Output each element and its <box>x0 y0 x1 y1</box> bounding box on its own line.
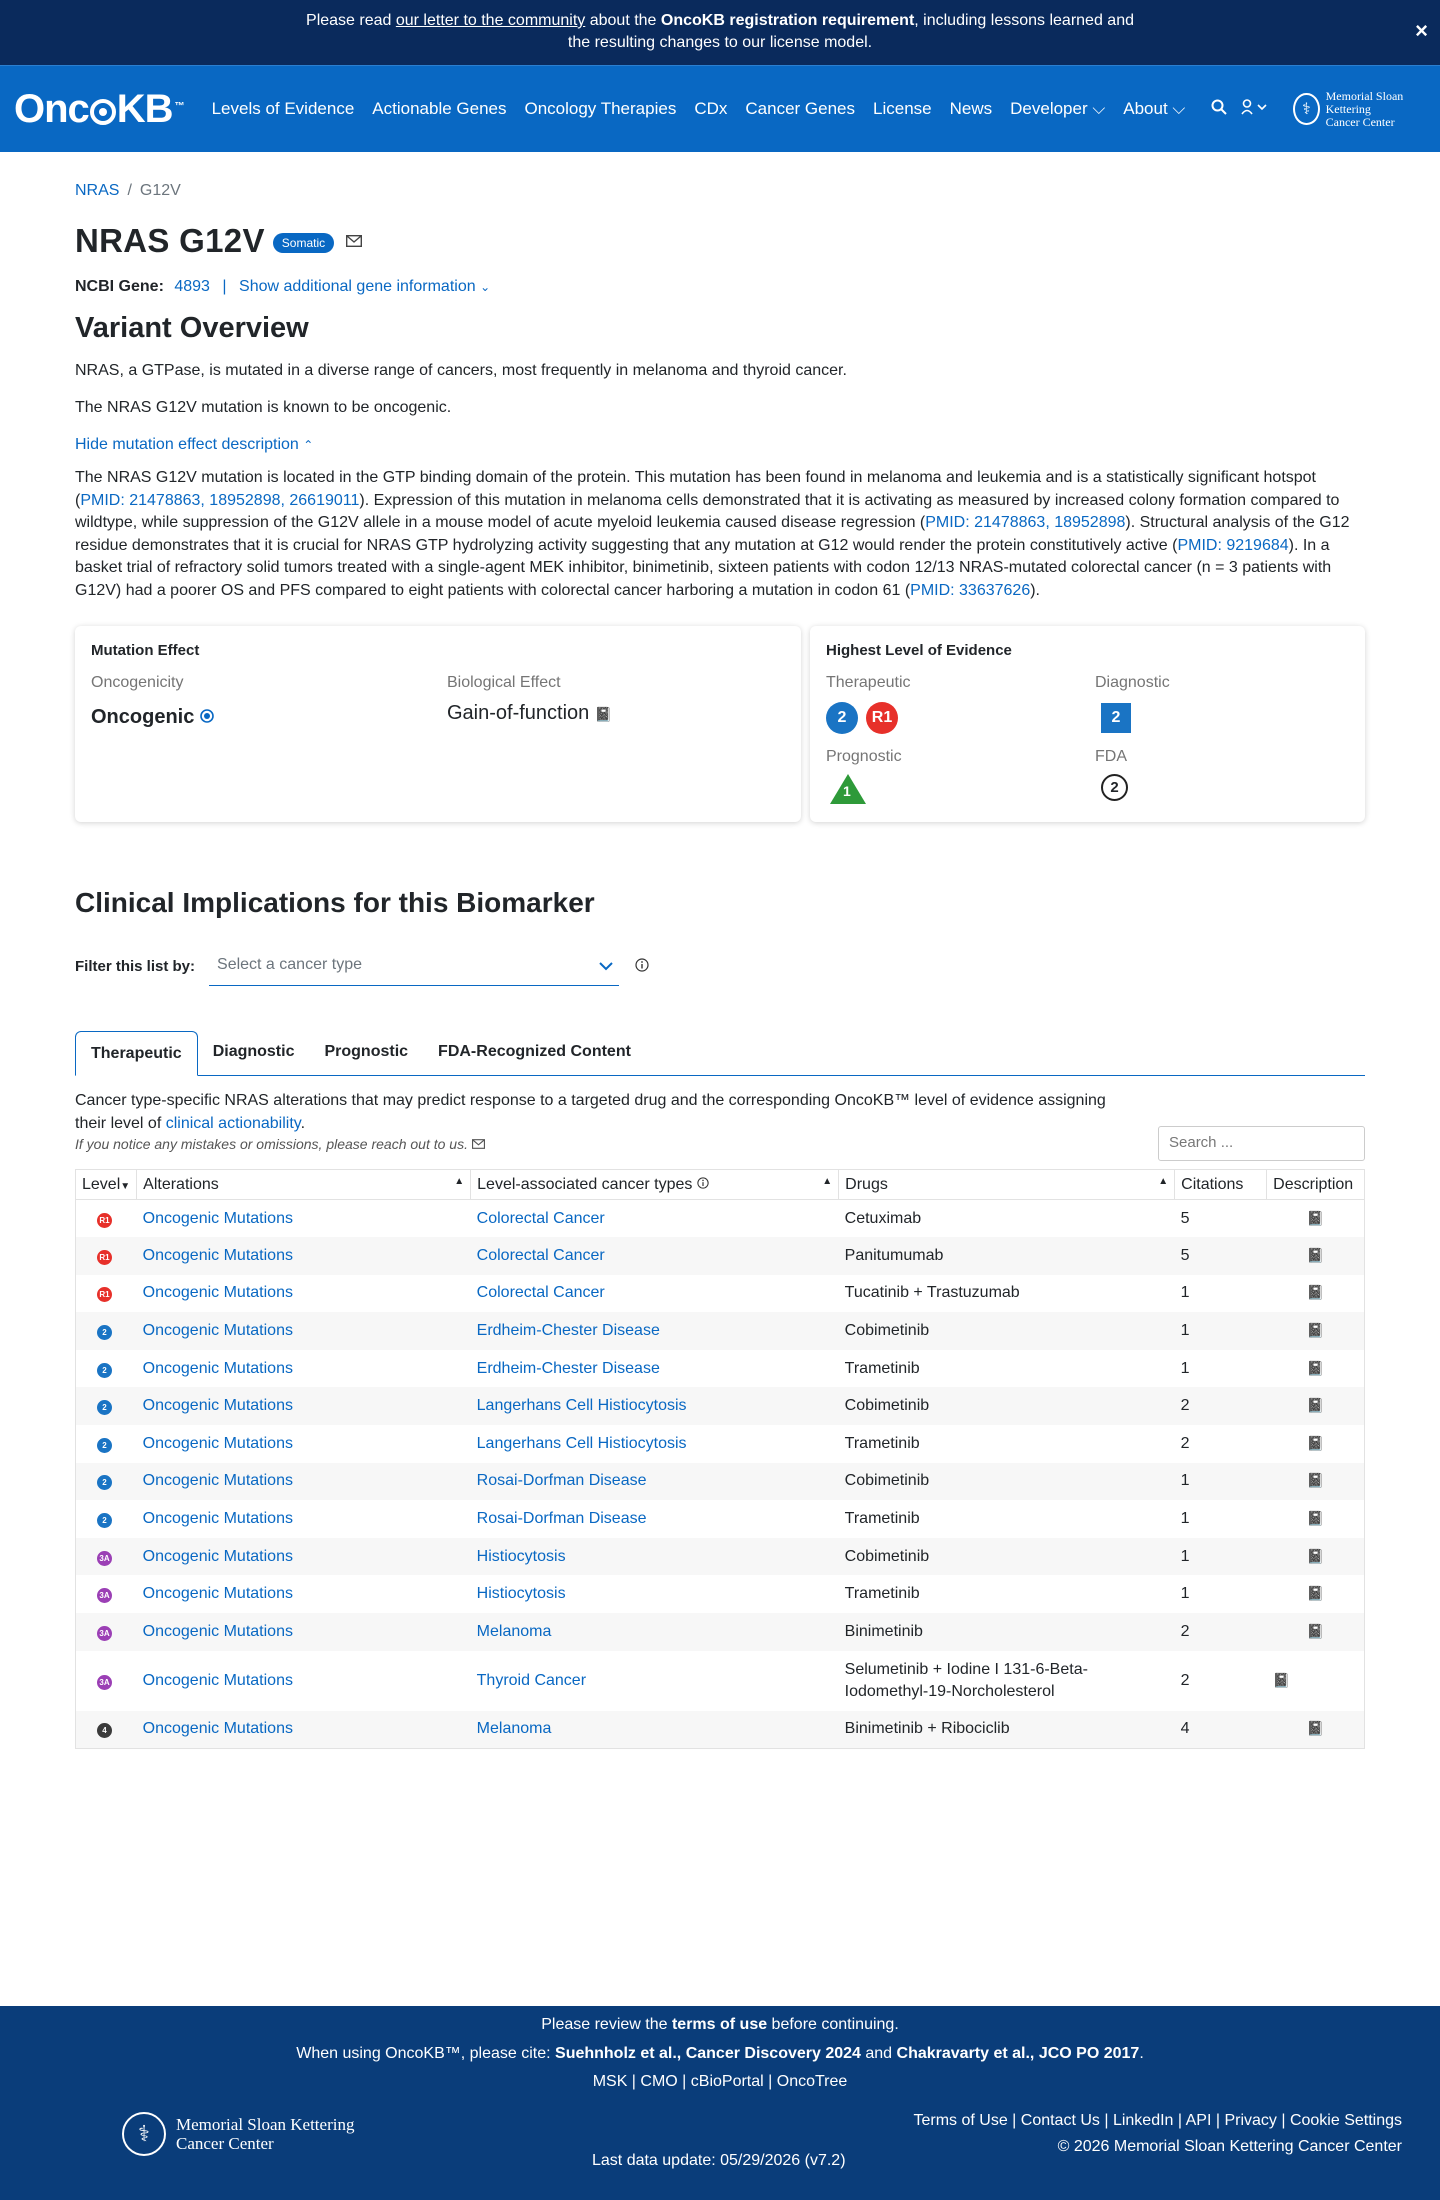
table-row <box>76 1613 1365 1651</box>
ncbi-gene-link[interactable]: 4893 <box>174 278 210 295</box>
table-row <box>76 1651 1365 1711</box>
level-icon[interactable]: 4 <box>97 1723 112 1738</box>
drugs-cell: Cobimetinib <box>839 1538 1175 1576</box>
nav-actionable-genes[interactable]: Actionable Genes <box>372 99 507 118</box>
book-icon[interactable]: 📓 <box>1306 1434 1325 1451</box>
alteration-link[interactable]: Oncogenic Mutations <box>142 1472 293 1490</box>
table-row <box>76 1463 1365 1501</box>
footer-legal-links[interactable]: Terms of Use | Contact Us | LinkedIn | API | Privacy | Cookie Settings <box>913 2112 1402 2129</box>
drugs-cell: Binimetinib <box>839 1613 1175 1651</box>
cancer-type-link[interactable]: Colorectal Cancer <box>476 1246 605 1264</box>
citations-cell[interactable]: 1 <box>1175 1312 1267 1350</box>
citations-cell[interactable]: 5 <box>1180 1209 1190 1227</box>
cancer-type-link[interactable]: Melanoma <box>476 1720 552 1738</box>
book-icon[interactable]: 📓 <box>1306 1359 1325 1376</box>
somatic-badge: Somatic <box>273 233 334 253</box>
cite-suehnholz-link[interactable]: Suehnholz et al., Cancer Discovery 2024 <box>555 2045 861 2062</box>
alteration-link[interactable]: Oncogenic Mutations <box>142 1359 293 1377</box>
nav-license[interactable]: License <box>873 99 932 118</box>
level-icon[interactable]: 2 <box>97 1325 112 1340</box>
nav-cancer-genes[interactable]: Cancer Genes <box>745 99 856 118</box>
drugs-cell: Trametinib <box>844 1510 920 1528</box>
table-search-input[interactable]: Search ... <box>1158 1126 1365 1161</box>
column-description[interactable]: Description <box>1267 1170 1365 1200</box>
highest-level-heading: Highest Level of Evidence <box>826 642 1012 659</box>
drugs-cell: Cetuximab <box>844 1209 922 1227</box>
drugs-cell: Cobimetinib <box>839 1387 1175 1425</box>
drugs-cell: Binimetinib + Ribociclib <box>839 1711 1175 1749</box>
mail-icon[interactable] <box>346 232 362 252</box>
level-icon[interactable]: 2 <box>97 1363 112 1378</box>
msk-seal-icon: ⚕ <box>1293 93 1319 125</box>
announcement-bar: Please read our letter to the community about the OncoKB registration requirement, including lessons learned and the resulting changes to our license model. × <box>0 0 1440 65</box>
variant-summary: The NRAS G12V mutation is known to be oncogenic. <box>75 399 452 416</box>
mutation-effect-description: The NRAS G12V mutation is located in the GTP binding domain of the protein. This mutation has been found in melanoma and leukemia and is a statistically significant hotspot (PMID: 21478863, 18952898, 26619011). Expression of this mutation in melanoma cells demonstrated that it is activating as measured by increased colony formation compared to wildtype, while suppression of the G12V allele in a mouse model of acute myeloid leukemia caused disease regression (PMID: 21478863, 18952898). Structural analysis of the G12 residue demonstrates that it is crucial for NRAS GTP hydrolyzing activity suggesting that any mutation at G12 would render the protein constitutively active (PMID: 9219684). In a basket trial of refractory solid tumors treated with a single-agent MEK inhibitor, binimetinib, sixteen patients with codon 12/13 NRAS-mutated colorectal cancer (n = 3 patients with G12V) had a poorer OS and PFS compared to eight patients with colorectal cancer harboring a mutation in codon 61 (PMID: 33637626). <box>75 469 1350 599</box>
alteration-link[interactable]: Oncogenic Mutations <box>142 1397 293 1415</box>
alteration-link[interactable]: Oncogenic Mutations <box>142 1547 293 1565</box>
citations-cell[interactable]: 2 <box>1175 1387 1267 1425</box>
chevron-up-circle-icon: ⌃ <box>303 438 314 452</box>
level-icon[interactable]: 3A <box>97 1675 112 1690</box>
drugs-cell: Tucatinib + Trastuzumab <box>844 1284 1020 1302</box>
last-data-update: Last data update: 05/29/2026 (v7.2) <box>592 2152 846 2169</box>
cancer-type-link[interactable]: Histiocytosis <box>476 1585 566 1603</box>
pmid-link[interactable]: PMID: 9219684 <box>1177 536 1289 554</box>
drugs-cell: Trametinib <box>844 1359 920 1377</box>
chevron-down-circle-icon: ⌄ <box>480 280 491 294</box>
book-icon[interactable]: 📓 <box>1306 1585 1325 1602</box>
citations-cell[interactable]: 2 <box>1180 1434 1190 1452</box>
tab-therapeutic[interactable]: Therapeutic <box>75 1031 198 1076</box>
alteration-link[interactable]: Oncogenic Mutations <box>142 1622 293 1640</box>
cite-chakravarty-link[interactable]: Chakravarty et al., JCO PO 2017 <box>896 2045 1140 2062</box>
clinical-actionability-link[interactable]: clinical actionability <box>165 1114 301 1132</box>
citations-cell[interactable]: 1 <box>1175 1538 1267 1576</box>
book-icon[interactable]: 📓 <box>1306 1246 1325 1263</box>
drugs-cell: Cobimetinib <box>839 1463 1175 1501</box>
oncogenicity-value: Oncogenic <box>91 706 214 729</box>
citations-cell[interactable]: 1 <box>1175 1463 1267 1501</box>
cancer-type-link[interactable]: Langerhans Cell Histiocytosis <box>476 1434 687 1452</box>
pmid-link[interactable]: PMID: 21478863, 18952898 <box>925 514 1126 531</box>
gene-info-row: NCBI Gene: 4893 | Show additional gene information ⌄ <box>75 278 491 295</box>
msk-logo[interactable]: ⚕ Memorial Sloan Kettering Cancer Center <box>1293 90 1426 129</box>
level-icon[interactable]: 2 <box>97 1475 112 1490</box>
cancer-type-link[interactable]: Thyroid Cancer <box>476 1671 587 1689</box>
tab-prognostic[interactable]: Prognostic <box>324 1043 409 1060</box>
table-row <box>76 1200 1365 1238</box>
level-icon[interactable]: R1 <box>97 1213 112 1228</box>
chevron-down-icon <box>599 958 613 974</box>
citations-cell[interactable]: 2 <box>1175 1613 1267 1651</box>
mutation-effect-heading: Mutation Effect <box>91 642 200 659</box>
msk-seal-icon: ⚕ <box>122 2112 166 2156</box>
close-announcement-button[interactable]: × <box>1415 18 1428 43</box>
mutation-effect-card: Mutation Effect Oncogenicity Oncogenic Biological Effect Gain-of-function 📓 <box>75 626 801 822</box>
oncogenic-target-icon <box>200 706 214 728</box>
clinical-implications-heading: Clinical Implications for this Biomarker <box>75 887 595 918</box>
logo-o-icon <box>90 99 116 125</box>
footer: Please review the terms of use before continuing. When using OncoKB™, please cite: Suehnholz et al., Cancer Discovery 2024 and Chakravarty et al., JCO PO 2017. MSK | CMO | cBioPortal | OncoTree ⚕ Memorial Sloan Kettering Cancer Center Last data update: 05/29/2026 (v7.2) Terms of Use | Contact Us | LinkedIn | API | Privacy | Cookie Settings © 2026 Memorial Sloan Kettering Cancer Center <box>0 2006 1440 2200</box>
mail-icon[interactable] <box>472 1136 485 1152</box>
book-icon[interactable]: 📓 <box>1306 1547 1325 1564</box>
column-citations[interactable]: Citations <box>1175 1170 1267 1200</box>
level-icon[interactable]: 3A <box>97 1626 112 1641</box>
cancer-type-link[interactable]: Rosai-Dorfman Disease <box>476 1472 647 1490</box>
oncokb-logo[interactable]: Onc KB ™ <box>14 86 184 131</box>
drugs-cell: Trametinib <box>844 1434 920 1452</box>
alteration-link[interactable]: Oncogenic Mutations <box>142 1434 293 1452</box>
gene-summary: NRAS, a GTPase, is mutated in a diverse range of cancers, most frequently in melanoma and thyroid cancer. <box>75 362 847 379</box>
breadcrumb-variant: G12V <box>139 182 181 199</box>
mutation-effect-toggle[interactable]: Hide mutation effect description ⌃ <box>75 436 314 453</box>
level-icon[interactable]: 2 <box>97 1513 112 1528</box>
drugs-cell: Cobimetinib <box>839 1312 1175 1350</box>
level-icon[interactable]: R1 <box>97 1287 112 1302</box>
drugs-cell: Selumetinib + Iodine I 131-6-Beta-Iodomethyl-19-Norcholesterol <box>844 1660 1088 1700</box>
book-icon[interactable]: 📓 <box>1272 1672 1291 1689</box>
nav-oncology-therapies[interactable]: Oncology Therapies <box>524 99 677 118</box>
show-gene-info-toggle[interactable]: Show additional gene information ⌄ <box>239 278 491 295</box>
level-icon[interactable]: 3A <box>97 1588 112 1603</box>
evidence-tabs <box>75 1028 1365 1076</box>
level-icon[interactable]: 2 <box>97 1400 112 1415</box>
nav-developer-dropdown[interactable]: Developer ⌵ <box>1010 99 1106 118</box>
cancer-type-link[interactable]: Langerhans Cell Histiocytosis <box>476 1397 687 1415</box>
book-icon[interactable]: 📓 <box>1306 1397 1325 1414</box>
table-row <box>76 1575 1365 1613</box>
cancer-type-link[interactable]: Erdheim-Chester Disease <box>476 1322 660 1340</box>
citations-cell[interactable]: 2 <box>1180 1671 1190 1689</box>
page-title: NRAS G12V <box>75 222 265 259</box>
table-row <box>76 1711 1365 1749</box>
search-icon[interactable] <box>1211 99 1227 120</box>
nav-about-dropdown[interactable]: About ⌵ <box>1123 99 1186 118</box>
fda-level-2-icon[interactable]: 2 <box>1101 774 1128 801</box>
info-icon[interactable] <box>635 958 649 975</box>
cancer-type-link[interactable]: Erdheim-Chester Disease <box>476 1359 660 1377</box>
drugs-cell: Panitumumab <box>839 1237 1175 1275</box>
prognostic-level-1-icon[interactable]: 1 <box>830 774 866 804</box>
column-cancer-types[interactable]: Level-associated cancer types ▲ <box>471 1170 839 1200</box>
therapeutic-description: Cancer type-specific NRAS alterations that may predict response to a targeted drug and the corresponding OncoKB™ level of evidence assigning their level of clinical actionability. <box>75 1092 1106 1132</box>
table-row <box>76 1275 1365 1313</box>
cancer-type-filter: Filter this list by: Select a cancer type <box>75 958 1365 986</box>
tab-diagnostic[interactable]: Diagnostic <box>212 1043 295 1060</box>
alteration-link[interactable]: Oncogenic Mutations <box>142 1585 293 1603</box>
citations-cell[interactable]: 1 <box>1180 1585 1190 1603</box>
table-row <box>76 1425 1365 1463</box>
alteration-link[interactable]: Oncogenic Mutations <box>142 1322 293 1340</box>
cancer-type-link[interactable]: Colorectal Cancer <box>476 1209 605 1227</box>
level-icon[interactable]: R1 <box>97 1250 112 1265</box>
breadcrumb-gene-link[interactable]: NRAS <box>75 182 120 199</box>
citations-cell[interactable]: 5 <box>1175 1237 1267 1275</box>
therapeutic-level-2-icon[interactable]: 2 <box>826 702 858 734</box>
table-row <box>76 1538 1365 1576</box>
user-account-icon[interactable] <box>1241 99 1267 120</box>
book-icon[interactable]: 📓 <box>1306 1322 1325 1339</box>
therapeutic-level-r1-icon[interactable]: R1 <box>866 702 898 734</box>
community-letter-link[interactable]: our letter to the community <box>395 12 586 29</box>
table-row <box>76 1237 1365 1275</box>
drugs-cell: Trametinib <box>844 1585 920 1603</box>
info-icon <box>697 1177 709 1189</box>
pmid-link[interactable]: PMID: 21478863, 18952898, 26619011 <box>80 491 360 509</box>
alteration-link[interactable]: Oncogenic Mutations <box>142 1720 293 1738</box>
book-icon[interactable]: 📓 <box>1306 1284 1325 1301</box>
diagnostic-level-2-icon[interactable]: 2 <box>1101 703 1131 733</box>
breadcrumb: NRAS / G12V <box>75 182 181 199</box>
copyright: © 2026 Memorial Sloan Kettering Cancer Center <box>1057 2138 1402 2155</box>
footer-partner-links[interactable]: MSK | CMO | cBioPortal | OncoTree <box>592 2073 848 2090</box>
table-row <box>76 1500 1365 1538</box>
feedback-note: If you notice any mistakes or omissions, please reach out to us. <box>75 1136 1365 1152</box>
alteration-link[interactable]: Oncogenic Mutations <box>142 1209 293 1227</box>
highest-level-card: Highest Level of Evidence Therapeutic 2 R1 Diagnostic 2 Prognostic 1 FDA 2 <box>810 626 1365 822</box>
nav-news[interactable]: News <box>949 99 993 118</box>
terms-of-use-link[interactable]: terms of use <box>671 2016 768 2033</box>
alteration-link[interactable]: Oncogenic Mutations <box>142 1284 293 1302</box>
footer-msk-logo[interactable]: ⚕ Memorial Sloan Kettering Cancer Center <box>122 2112 354 2156</box>
treatments-table <box>75 1169 1365 1749</box>
citations-cell[interactable]: 1 <box>1180 1284 1190 1302</box>
citations-cell[interactable]: 1 <box>1180 1359 1190 1377</box>
cancer-type-link[interactable]: Melanoma <box>476 1622 552 1640</box>
book-icon[interactable]: 📓 <box>1306 1209 1325 1226</box>
nav-levels-of-evidence[interactable]: Levels of Evidence <box>211 99 355 118</box>
table-row <box>76 1350 1365 1388</box>
alteration-link[interactable]: Oncogenic Mutations <box>142 1510 293 1528</box>
nav-links <box>212 99 1204 119</box>
alteration-link[interactable]: Oncogenic Mutations <box>142 1671 293 1689</box>
biological-effect-value: Gain-of-function 📓 <box>447 702 613 724</box>
nav-cdx[interactable]: CDx <box>694 99 728 118</box>
level-icon[interactable]: 2 <box>97 1438 112 1453</box>
book-icon[interactable]: 📓 <box>1306 1472 1325 1489</box>
cancer-type-select[interactable]: Select a cancer type <box>209 952 619 986</box>
table-row <box>76 1387 1365 1425</box>
pmid-link[interactable]: PMID: 33637626 <box>910 581 1031 599</box>
top-navbar <box>0 65 1440 152</box>
alteration-link[interactable]: Oncogenic Mutations <box>142 1246 293 1264</box>
book-icon[interactable]: 📓 <box>1306 1720 1325 1737</box>
column-level[interactable]: Level▼ <box>76 1170 137 1200</box>
citations-cell[interactable]: 4 <box>1175 1711 1267 1749</box>
book-icon[interactable]: 📓 <box>594 706 613 722</box>
column-alterations[interactable]: Alterations ▲ <box>137 1170 471 1200</box>
level-icon[interactable]: 3A <box>97 1551 112 1566</box>
book-icon[interactable]: 📓 <box>1306 1510 1325 1527</box>
cancer-type-link[interactable]: Colorectal Cancer <box>476 1284 605 1302</box>
cancer-type-link[interactable]: Histiocytosis <box>476 1547 566 1565</box>
variant-overview-heading: Variant Overview <box>75 312 309 344</box>
cancer-type-link[interactable]: Rosai-Dorfman Disease <box>476 1510 647 1528</box>
column-drugs[interactable]: Drugs ▲ <box>839 1170 1175 1200</box>
book-icon[interactable]: 📓 <box>1306 1622 1325 1639</box>
table-row <box>76 1312 1365 1350</box>
citations-cell[interactable]: 1 <box>1180 1510 1190 1528</box>
page-title-row <box>75 222 1365 260</box>
tab-fda-recognized[interactable]: FDA-Recognized Content <box>438 1043 631 1060</box>
